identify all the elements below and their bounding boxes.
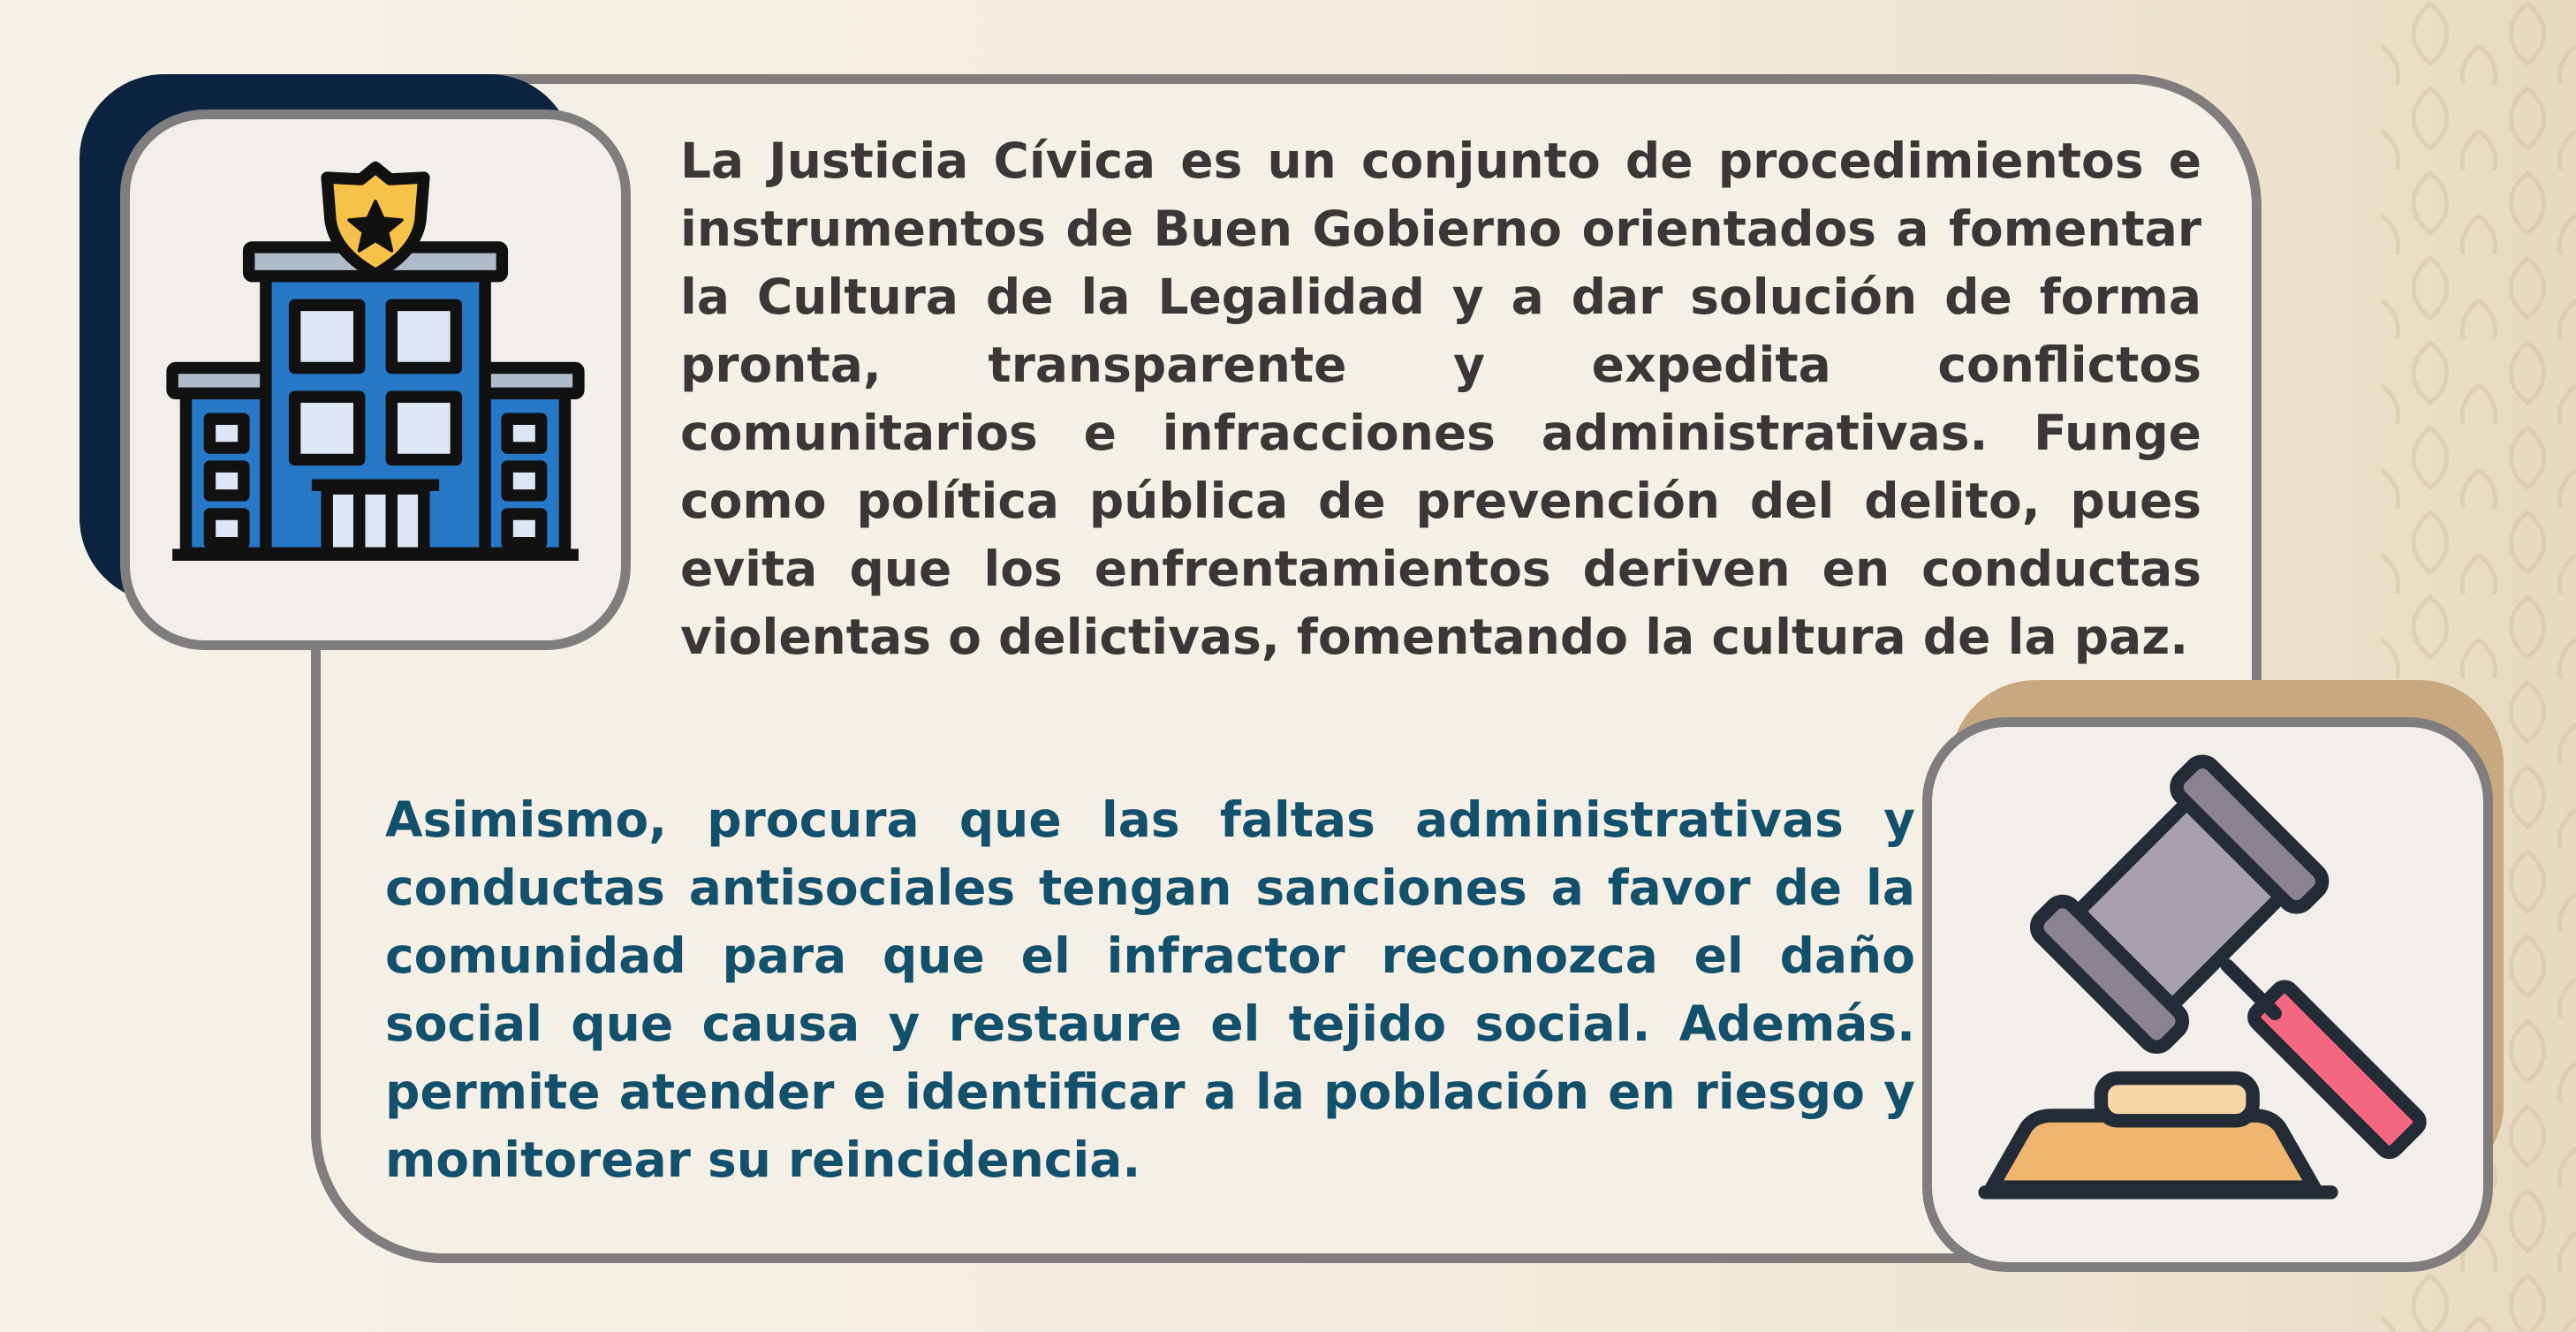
gavel-icon [1932,727,2483,1262]
police-station-icon [130,119,621,640]
gavel-icon-card [1922,717,2493,1272]
intro-paragraph: La Justicia Cívica es un conjunto de procedimientos e instrumentos de Buen Gobierno orientados a fomentar la Cultura de la Legalidad y a dar solución de forma pronta, transparente y expedita conflictos comunitarios e infracciones administrativas. Funge como política pública de prevención del delito, pues evita que los enfrentamientos deriven en conductas violentas o delictivas, fomentando la cultura de la paz. [680,132,2201,665]
building-icon-card [120,110,631,650]
second-paragraph: Asimismo, procura que las faltas administrativas y conductas antisociales tengan sanciones a favor de la comunidad para que el infractor reconozca el daño social que causa y restaure el tejido social. Además. permite atender e identificar a la población en riesgo y monitorear su reincidencia. [385,791,1915,1188]
